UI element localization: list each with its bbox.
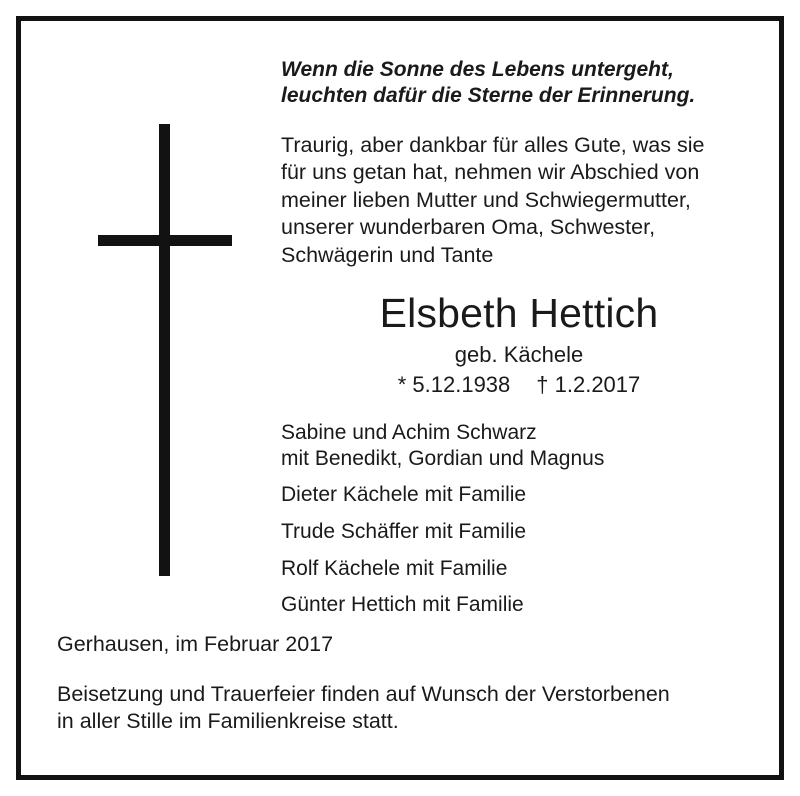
funeral-note-line-2: in aller Stille im Familienkreise statt. xyxy=(57,709,399,734)
mourner-line: Günter Hettich mit Familie xyxy=(281,593,524,617)
text-column xyxy=(281,39,757,618)
intro-text xyxy=(281,132,757,270)
notice-frame xyxy=(16,16,784,780)
birth-date: * 5.12.1938 xyxy=(397,372,511,398)
intro-line-2: für uns getan hat, nehmen wir Abschied von xyxy=(281,160,700,185)
mourner-entry xyxy=(281,556,757,582)
latin-cross-icon xyxy=(43,39,281,599)
verse-line-2: leuchten dafür die Sterne der Erinnerung. xyxy=(281,84,696,108)
funeral-note xyxy=(57,681,757,736)
mourner-entry xyxy=(281,592,757,618)
mourner-entry xyxy=(281,519,757,545)
intro-line-3: meiner lieben Mutter und Schwiegermutter, xyxy=(281,187,691,212)
intro-line-1: Traurig, aber dankbar für alles Gute, was sie xyxy=(281,132,705,157)
mourner-line: Dieter Kächele mit Familie xyxy=(281,483,527,507)
place-and-date: Gerhausen, im Februar 2017 xyxy=(57,631,334,656)
mourner-line: Sabine und Achim Schwarz xyxy=(281,421,537,445)
life-dates xyxy=(281,372,757,398)
intro-line-5: Schwägerin und Tante xyxy=(281,242,494,267)
cross-horizontal-bar xyxy=(98,235,232,246)
mourners-list xyxy=(281,420,757,618)
mourner-line: Rolf Kächele mit Familie xyxy=(281,556,508,580)
intro-line-4: unserer wunderbaren Oma, Schwester, xyxy=(281,215,656,240)
cross-column xyxy=(43,39,281,599)
funeral-note-line-1: Beisetzung und Trauerfeier finden auf Wunsch der Verstorbenen xyxy=(57,681,670,706)
mourner-line: mit Benedikt, Gordian und Magnus xyxy=(281,446,605,470)
mourner-entry xyxy=(281,482,757,508)
mourner-line: Trude Schäffer mit Familie xyxy=(281,520,527,543)
deceased-name: Elsbeth Hettich xyxy=(379,290,659,337)
mourner-entry xyxy=(281,420,757,471)
notice-body xyxy=(43,39,757,618)
notice-footer xyxy=(43,618,757,736)
cross-vertical-bar xyxy=(159,124,170,576)
deceased-maiden-name: geb. Kächele xyxy=(454,342,584,368)
death-date: † 1.2.2017 xyxy=(536,372,641,398)
memorial-verse xyxy=(281,57,757,110)
verse-line-1: Wenn die Sonne des Lebens untergeht, xyxy=(281,58,674,81)
